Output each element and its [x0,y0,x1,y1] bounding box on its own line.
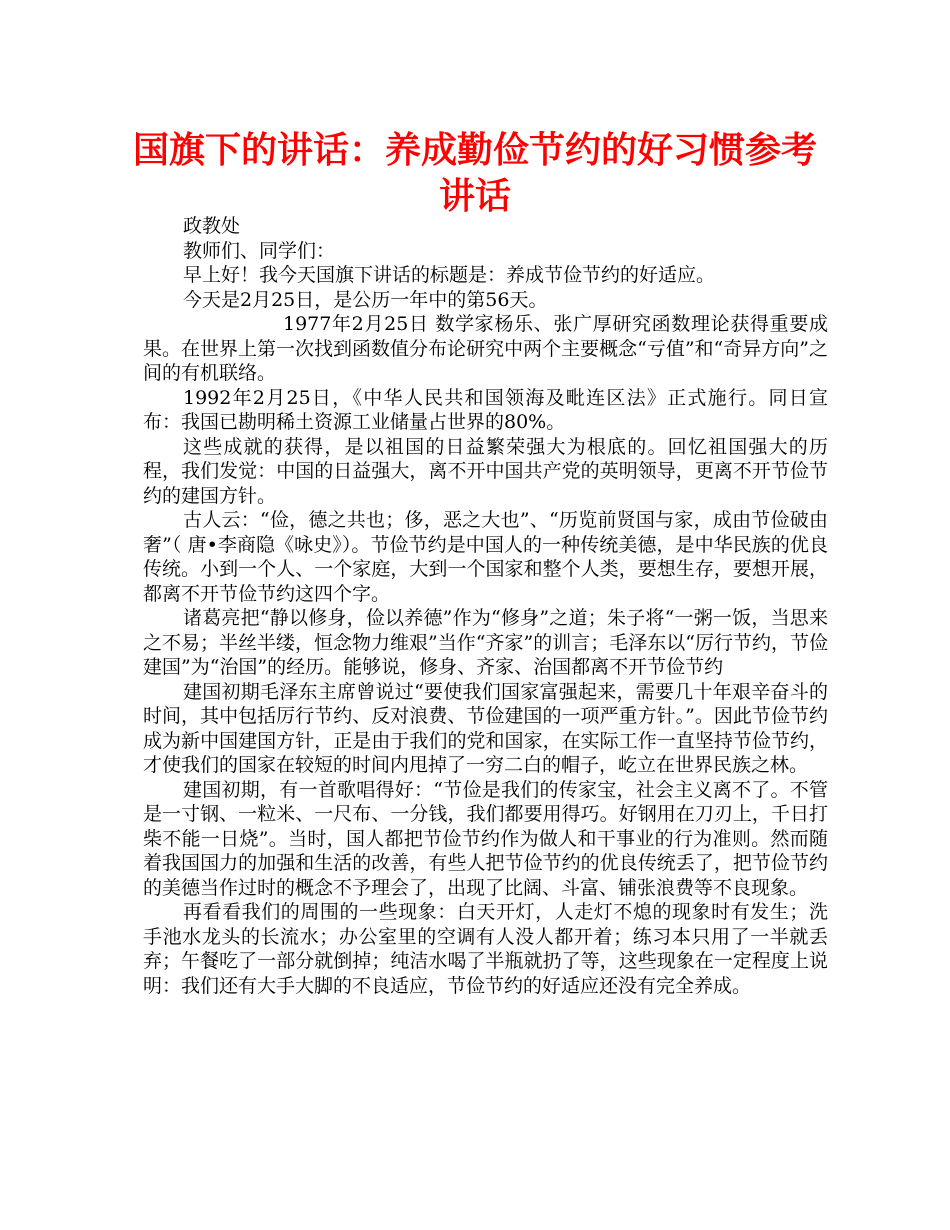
document-body [143,214,828,998]
paragraph-date: 今天是2月25日，是公历一年中的第56天。 [183,288,548,311]
paragraph-song: 建国初期，有一首歌唱得好：“节俭是我们的传家宝，社会主义离不了。不管是一寸钢、一粒米、一尺布、一分钱，我们都要用得巧。好钢用在刀刃上，千日打柴不能一日烧”。当时，国人都把节俭节约作为做人和干事业的行为准则。然而随着我国国力的加强和生活的改善，有些人把节俭节约的优良传统丢了，把节俭节约的美德当作过时的概念不予理会了，出现了比阔、斗富、铺张浪费等不良现象。 [143,778,828,899]
paragraph-history-1977: 1977年2月25日 数学家杨乐、张广厚研究函数理论获得重要成果。在世界上第一次找到函数值分布论研究中两个主要概念“亏值”和“奇异方向”之间的有机联络。 [143,313,828,384]
paragraph-mao-quote: 建国初期毛泽东主席曾说过“要使我们国家富强起来，需要几十年艰辛奋斗的时间，其中包括厉行节约、反对浪费、节俭建国的一项严重方针。”。因此节俭节约成为新中国建国方针，正是由于我们的党和国家，在实际工作一直坚持节俭节约，才使我们的国家在较短的时间内甩掉了一穷二白的帽子，屹立在世界民族之林。 [143,680,828,776]
paragraph-zhuge-liang: 诸葛亮把“静以修身，俭以养德”作为“修身”之道；朱子将“一粥一饭，当思来之不易；半丝半缕，恒念物力维艰”当作“齐家”的训言；毛泽东以“厉行节约，节俭建国”为“治国”的经历。能够说，修身、齐家、治国都离不开节俭节约 [143,607,828,678]
document-title: 国旗下的讲话：养成勤俭节约的好习惯参考讲话 [132,130,817,217]
paragraph-ancient-saying: 古人云：“俭，德之共也；侈，恶之大也”、“历览前贤国与家，成由节俭破由奢”（ 唐•李商隐《咏史》）。节俭节约是中国人的一种传统美德，是中华民族的优良传统。小到一个人、一个家庭，大到一个国家和整个人类，要想生存，要想开展，都离不开节俭节约这四个字。 [143,509,828,605]
paragraph-history-1992: 1992年2月25日，《中华人民共和国领海及毗连区法》正式施行。同日宣布：我国已勘明稀土资源工业储量占世界的80%。 [143,386,828,433]
paragraph-achievements: 这些成就的获得，是以祖国的日益繁荣强大为根底的。回忆祖国强大的历程，我们发觉：中国的日益强大，离不开中国共产党的英明领导，更离不开节俭节约的建国方针。 [143,435,828,507]
paragraph-department: 政教处 [183,215,241,237]
paragraph-salutation: 教师们、同学们： [183,239,336,262]
paragraph-greeting: 早上好！我今天国旗下讲话的标题是：养成节俭节约的好适应。 [183,264,716,286]
paragraph-phenomena: 再看看我们的周围的一些现象：白天开灯，人走灯不熄的现象时有发生；洗手池水龙头的长流水；办公室里的空调有人没人都开着；练习本只用了一半就丢弃；午餐吃了一部分就倒掉；纯洁水喝了半瓶就扔了等，这些现象在一定程度上说明：我们还有大手大脚的不良适应，节俭节约的好适应还没有完全养成。 [143,901,828,997]
